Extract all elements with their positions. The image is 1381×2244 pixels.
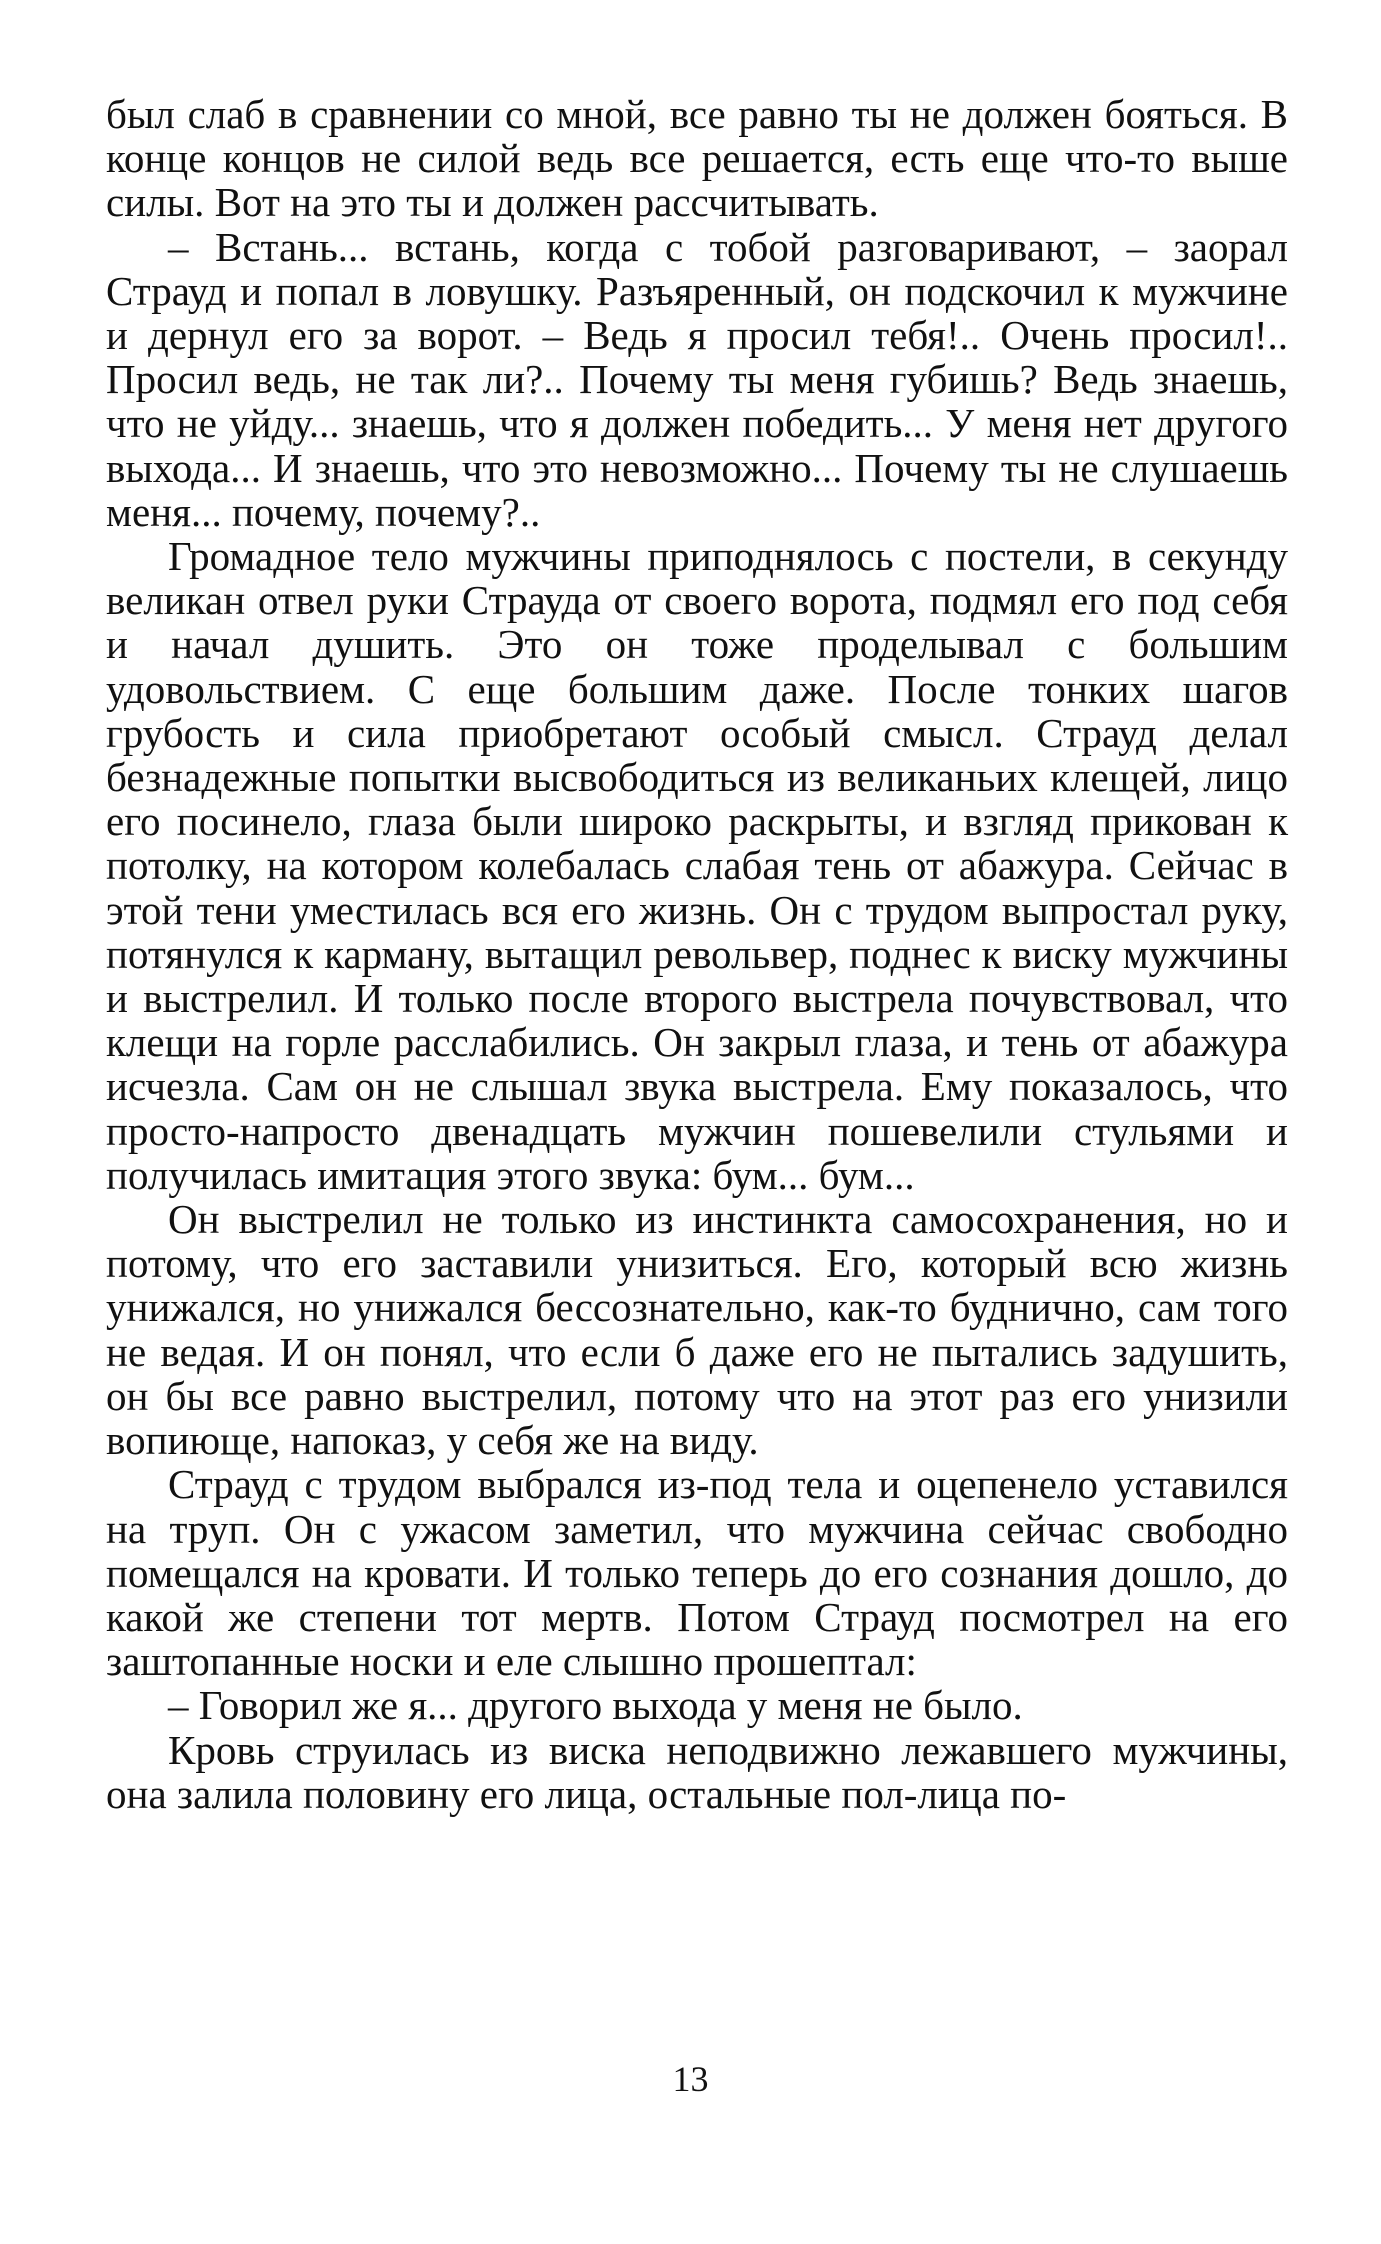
- paragraph-4: Он выстрелил не только из инстинкта самосохранения, но и потому, что его заставили унизиться. Его, который всю жизнь унижался, но унижался бессознательно, как-то буднично, сам того не ведая. И он понял, что если б даже его не пытались задушить, он бы все равно выстрелил, потому что на этот раз его унизили вопиюще, напоказ, у себя же на виду.: [106, 1196, 1288, 1464]
- page-body: [106, 92, 1288, 1816]
- paragraph-2: – Встань... встань, когда с тобой разговаривают, – заорал Страуд и попал в ловушку. Разъяренный, он подскочил к мужчине и дернул его за ворот. – Ведь я просил тебя!.. Очень просил!.. Просил ведь, не так ли?.. Почему ты меня губишь? Ведь знаешь, что не уйду... знаешь, что я должен победить... У меня нет другого выхода... И знаешь, что это невозможно... Почему ты не слушаешь меня... почему, почему?..: [106, 223, 1288, 535]
- paragraph-7: Кровь струилась из виска неподвижно лежавшего мужчины, она залила половину его лица, остальные пол-лица по-: [106, 1726, 1288, 1817]
- paragraph-3: Громадное тело мужчины приподнялось с постели, в секунду великан отвел руки Страуда от своего ворота, подмял его под себя и начал душить. Это он тоже проделывал с большим удовольствием. С еще большим даже. После тонких шагов грубость и сила приобретают особый смысл. Страуд делал безнадежные попытки высвободиться из великаньих клещей, лицо его посинело, глаза были широко раскрыты, и взгляд прикован к потолку, на котором колебалась слабая тень от абажура. Сейчас в этой тени уместилась вся его жизнь. Он с трудом выпростал руку, потянулся к карману, вытащил револьвер, поднес к виску мужчины и выстрелил. И только после второго выстрела почувствовал, что клещи на горле расслабились. Он закрыл глаза, и тень от абажура исчезла. Сам он не слышал звука выстрела. Ему показалось, что просто-напросто двенадцать мужчин пошевелили стульями и получилась имитация этого звука: бум... бум...: [106, 533, 1288, 1198]
- paragraph-1: был слаб в сравнении со мной, все равно ты не должен бояться. В конце концов не силой ведь все решается, есть еще что-то выше силы. Вот на это ты и должен рассчитывать.: [106, 91, 1288, 226]
- paragraph-5: Страуд с трудом выбрался из-под тела и оцепенело уставился на труп. Он с ужасом заметил, что мужчина сейчас свободно помещался на кровати. И только теперь до его сознания дошло, до какой же степени тот мертв. Потом Страуд посмотрел на его заштопанные носки и еле слышно прошептал:: [106, 1461, 1288, 1685]
- paragraph-6: – Говорил же я... другого выхода у меня не было.: [168, 1682, 1023, 1729]
- page-number: 13: [672, 2059, 709, 2099]
